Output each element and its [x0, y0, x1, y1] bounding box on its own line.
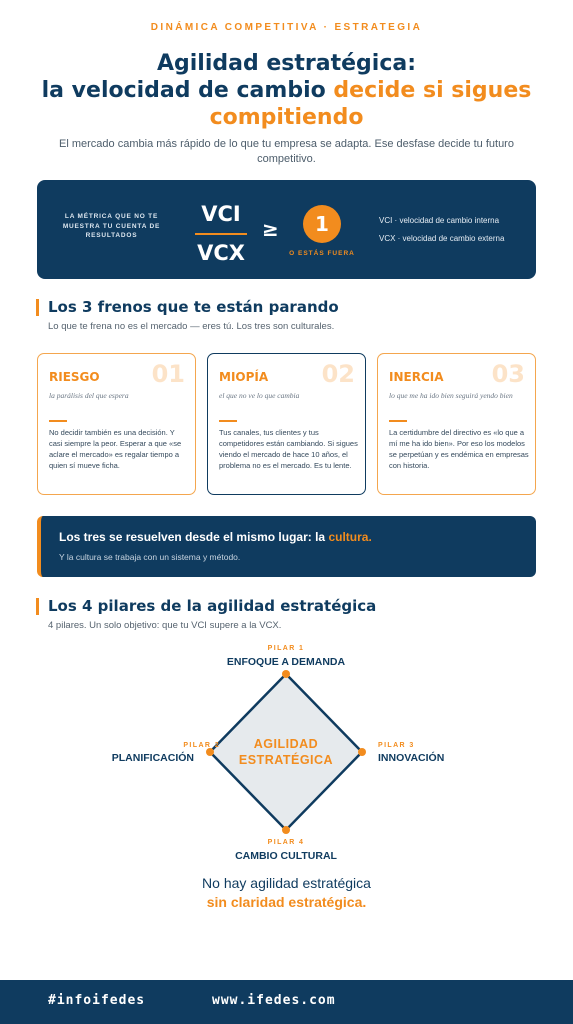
- brake-card-inercia: [377, 353, 536, 495]
- closing-statement: [0, 874, 573, 912]
- brakes-subtitle: Lo que te frena no es el mercado — eres tú. Los tres son culturales.: [48, 321, 335, 332]
- banner-text: Los tres se resuelven desde el mismo lugar: la: [59, 530, 326, 544]
- page-subtitle: El mercado cambia más rápido de lo que tu empresa se adapta. Ese desfase decide tu futuro competitivo.: [59, 138, 514, 165]
- pillar-1-dot: [282, 670, 290, 678]
- footer-hashtag: #infoifedes: [48, 993, 146, 1008]
- outside-label: O ESTÁS FUERA: [289, 250, 355, 257]
- card-title: MIOPÍA: [219, 370, 269, 384]
- title-line-3: compitiendo: [209, 105, 364, 130]
- footer-website[interactable]: www.ifedes.com: [212, 993, 336, 1008]
- card-quote: el que no ve lo que cambia: [219, 391, 300, 400]
- ratio-denominator: VCX: [197, 241, 245, 265]
- pillars-subtitle: 4 pilares. Un solo objetivo: que tu VCI supere a la VCX.: [48, 620, 282, 631]
- title-line-2-orange: decide si sigues: [333, 78, 532, 103]
- pillar-2-dot: [206, 748, 214, 756]
- card-title: RIESGO: [49, 370, 100, 384]
- pillar-4-dot: [282, 826, 290, 834]
- legend-vci: VCI · velocidad de cambio interna: [379, 216, 500, 225]
- pillar-1-kicker: PILAR 1: [267, 645, 305, 652]
- banner-highlight: cultura.: [328, 530, 372, 544]
- brake-card-miopia: [207, 353, 366, 495]
- card-number: 03: [491, 360, 525, 388]
- card-body: La certidumbre del directivo es «lo que a mí me ha ido bien». Por eso los modelos se perpetúan y es endémica en empresas con historia.: [389, 428, 529, 470]
- closing-line-2: sin claridad estratégica.: [206, 894, 367, 910]
- footer: [0, 980, 573, 1024]
- title-line-1: Agilidad estratégica:: [156, 51, 417, 76]
- card-divider: [389, 420, 407, 422]
- center-line-2: ESTRATÉGICA: [238, 753, 334, 767]
- pillar-3-name: INNOVACIÓN: [378, 752, 445, 764]
- threshold-circle: 1: [303, 205, 341, 243]
- pillar-4-kicker: PILAR 4: [267, 839, 305, 846]
- greater-equal-sign: ≥: [262, 217, 279, 241]
- metric-panel: [37, 180, 536, 279]
- card-number: 01: [151, 360, 185, 388]
- diamond-center-label: [216, 736, 356, 768]
- card-number: 02: [321, 360, 355, 388]
- pillars-title: Los 4 pilares de la agilidad estratégica: [36, 598, 376, 615]
- card-title: INERCIA: [389, 370, 444, 384]
- pillar-3-dot: [358, 748, 366, 756]
- card-divider: [49, 420, 67, 422]
- brakes-title: Los 3 frenos que te están parando: [36, 299, 339, 316]
- page-title: [0, 50, 573, 131]
- pillar-1-name: ENFOQUE A DEMANDA: [226, 656, 346, 668]
- card-body: Tus canales, tus clientes y tus competidores están cambiando. Si sigues viendo el mercado de hace 10 años, el problema no es el mercado. Es tu lente.: [219, 428, 358, 470]
- card-quote: la parálisis del que espera: [49, 391, 129, 400]
- card-quote: lo que me ha ido bien seguirá yendo bien: [389, 391, 513, 400]
- card-divider: [219, 420, 237, 422]
- closing-line-1: No hay agilidad estratégica: [202, 875, 371, 891]
- fraction-bar: [195, 233, 247, 235]
- pillars-diagram: [0, 640, 573, 870]
- ratio-fraction: [195, 202, 247, 265]
- card-body: No decidir también es una decisión. Y casi siempre la peor. Esperar a que «se aclare el mercado» es regalar tiempo a quien sí mueve ficha.: [49, 428, 182, 470]
- ratio-numerator: VCI: [201, 202, 241, 226]
- pillar-2-name: PLANIFICACIÓN: [111, 752, 194, 764]
- culture-banner: [37, 516, 536, 577]
- title-line-2-navy: la velocidad de cambio: [41, 78, 326, 103]
- banner-title: [59, 530, 372, 544]
- metric-note: LA MÉTRICA QUE NO TE MUESTRA TU CUENTA DE RESULTADOS: [62, 213, 161, 239]
- pillar-2-kicker: PILAR 2: [183, 742, 220, 749]
- kicker: DINÁMICA COMPETITIVA · ESTRATEGIA: [150, 22, 423, 33]
- title-line-2: [0, 77, 573, 104]
- banner-subtitle: Y la cultura se trabaja con un sistema y método.: [59, 552, 241, 562]
- legend-vcx: VCX · velocidad de cambio externa: [379, 234, 505, 243]
- brake-card-riesgo: [37, 353, 196, 495]
- pillar-4-name: CAMBIO CULTURAL: [235, 850, 337, 862]
- center-line-1: AGILIDAD: [253, 737, 319, 751]
- pillar-3-kicker: PILAR 3: [378, 742, 415, 749]
